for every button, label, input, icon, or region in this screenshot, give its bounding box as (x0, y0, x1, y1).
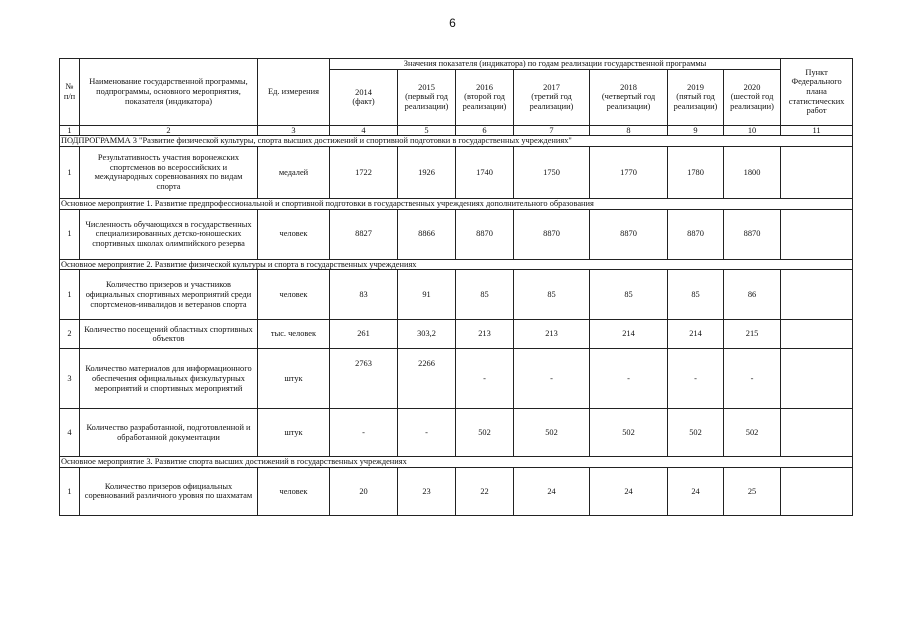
row-federal (781, 349, 853, 409)
row-value: - (398, 409, 456, 457)
row-value: 24 (590, 467, 668, 515)
row-value: 8870 (590, 209, 668, 259)
row-federal (781, 467, 853, 515)
header-name: Наименование государственной программы, подпрограммы, основного мероприятия, показателя (индикатора) (80, 59, 258, 126)
header-no: № п/п (60, 59, 80, 126)
row-name: Количество материалов для информационного обеспечения официальных физкультурных мероприятий и спортивных мероприятий (80, 349, 258, 409)
row-unit: штук (258, 409, 330, 457)
row-value: 502 (456, 409, 514, 457)
row-federal (781, 270, 853, 320)
section-row (60, 136, 853, 147)
row-value: 24 (514, 467, 590, 515)
section-row (60, 198, 853, 209)
table-row (60, 209, 853, 259)
row-value: 502 (668, 409, 724, 457)
year-label: 2020 (743, 82, 761, 92)
row-value: - (514, 349, 590, 409)
column-number-row (60, 125, 853, 136)
col-number: 2 (80, 125, 258, 136)
row-value: 2763 (330, 349, 398, 409)
row-value: 25 (724, 467, 781, 515)
year-label: 2014 (355, 87, 372, 97)
row-value: 85 (514, 270, 590, 320)
row-value: 91 (398, 270, 456, 320)
row-federal (781, 146, 853, 198)
row-value: 8866 (398, 209, 456, 259)
row-value: 86 (724, 270, 781, 320)
header-year-2020 (724, 69, 781, 125)
row-value: 8827 (330, 209, 398, 259)
col-number: 7 (514, 125, 590, 136)
row-unit: человек (258, 209, 330, 259)
table-row (60, 409, 853, 457)
year-note: (шестой год реализации) (730, 92, 774, 111)
col-number: 11 (781, 125, 853, 136)
row-value: 85 (590, 270, 668, 320)
row-value: - (668, 349, 724, 409)
row-no: 1 (60, 467, 80, 515)
row-value: 261 (330, 320, 398, 349)
row-value: 502 (514, 409, 590, 457)
table-row (60, 320, 853, 349)
row-value: 1780 (668, 146, 724, 198)
row-no: 1 (60, 209, 80, 259)
row-value: - (456, 349, 514, 409)
row-name: Количество разработанной, подготовленной и обработанной документации (80, 409, 258, 457)
row-unit: медалей (258, 146, 330, 198)
section-measure-1: Основное мероприятие 1. Развитие предпрофессиональной и спортивной подготовки в государственных учреждениях дополнительного образования (60, 198, 853, 209)
row-value: - (330, 409, 398, 457)
row-value: - (590, 349, 668, 409)
row-name: Количество призеров официальных соревнований различного уровня по шахматам (80, 467, 258, 515)
header-year-2016 (456, 69, 514, 125)
header-year-2017 (514, 69, 590, 125)
year-note: (третий год реализации) (529, 92, 574, 111)
table-row (60, 467, 853, 515)
row-name: Количество призеров и участников официальных спортивных мероприятий среди спортсменов-инвалидов и ветеранов спорта (80, 270, 258, 320)
section-row (60, 457, 853, 468)
row-value: 214 (590, 320, 668, 349)
row-value: 20 (330, 467, 398, 515)
row-value: 24 (668, 467, 724, 515)
row-unit: штук (258, 349, 330, 409)
row-name: Количество посещений областных спортивных объектов (80, 320, 258, 349)
row-value: - (724, 349, 781, 409)
header-year-2015 (398, 69, 456, 125)
section-measure-3: Основное мероприятие 3. Развитие спорта высших достижений в государственных учреждениях (60, 457, 853, 468)
row-name: Результативность участия воронежских спортсменов во всероссийских и международных соревнованиях по видам спорта (80, 146, 258, 198)
year-label: 2016 (476, 82, 493, 92)
row-value: 502 (590, 409, 668, 457)
row-value: 8870 (456, 209, 514, 259)
row-value: 303,2 (398, 320, 456, 349)
row-no: 1 (60, 270, 80, 320)
col-number: 5 (398, 125, 456, 136)
header-values-group: Значения показателя (индикатора) по годам реализации государственной программы (330, 59, 781, 70)
row-no: 4 (60, 409, 80, 457)
row-unit: человек (258, 270, 330, 320)
header-year-2014 (330, 69, 398, 125)
row-value: 1722 (330, 146, 398, 198)
section-row (60, 259, 853, 270)
row-no: 3 (60, 349, 80, 409)
row-federal (781, 320, 853, 349)
header-unit: Ед. измерения (258, 59, 330, 126)
row-value: 213 (514, 320, 590, 349)
col-number: 9 (668, 125, 724, 136)
row-unit: тыс. человек (258, 320, 330, 349)
year-note: (второй год реализации) (462, 92, 507, 111)
row-value: 85 (668, 270, 724, 320)
col-number: 4 (330, 125, 398, 136)
row-value: 8870 (668, 209, 724, 259)
col-number: 10 (724, 125, 781, 136)
year-label: 2017 (543, 82, 560, 92)
row-no: 1 (60, 146, 80, 198)
row-value: 213 (456, 320, 514, 349)
header-year-2018 (590, 69, 668, 125)
year-note: (пятый год реализации) (673, 92, 718, 111)
row-value: 214 (668, 320, 724, 349)
row-value: 1740 (456, 146, 514, 198)
row-federal (781, 209, 853, 259)
col-number: 1 (60, 125, 80, 136)
row-value: 1926 (398, 146, 456, 198)
year-note: (первый год реализации) (404, 92, 449, 111)
row-value: 8870 (724, 209, 781, 259)
page-number: 6 (449, 16, 456, 30)
row-value: 1750 (514, 146, 590, 198)
row-value: 8870 (514, 209, 590, 259)
col-number: 6 (456, 125, 514, 136)
header-year-2019 (668, 69, 724, 125)
indicators-table (59, 58, 853, 516)
year-label: 2015 (418, 82, 435, 92)
year-label: 2018 (620, 82, 637, 92)
row-value: 1770 (590, 146, 668, 198)
row-value: 2266 (398, 349, 456, 409)
table-row (60, 270, 853, 320)
header-federal: Пункт Федерального плана статистических работ (781, 59, 853, 126)
year-note: (факт) (352, 97, 375, 107)
col-number: 8 (590, 125, 668, 136)
col-number: 3 (258, 125, 330, 136)
row-federal (781, 409, 853, 457)
row-value: 23 (398, 467, 456, 515)
row-unit: человек (258, 467, 330, 515)
table-row (60, 146, 853, 198)
year-label: 2019 (687, 82, 704, 92)
row-value: 22 (456, 467, 514, 515)
table-row (60, 349, 853, 409)
section-measure-2: Основное мероприятие 2. Развитие физической культуры и спорта в государственных учреждениях (60, 259, 853, 270)
row-value: 215 (724, 320, 781, 349)
row-value: 502 (724, 409, 781, 457)
row-value: 83 (330, 270, 398, 320)
year-note: (четвертый год реализации) (601, 92, 656, 111)
row-name: Численность обучающихся в государственных специализированных детско-юношеских спортивных школах олимпийского резерва (80, 209, 258, 259)
section-subprogram: ПОДПРОГРАММА 3 "Развитие физической культуры, спорта высших достижений и спортивной подготовки в государственных учреждениях" (60, 136, 853, 147)
row-value: 85 (456, 270, 514, 320)
row-no: 2 (60, 320, 80, 349)
row-value: 1800 (724, 146, 781, 198)
